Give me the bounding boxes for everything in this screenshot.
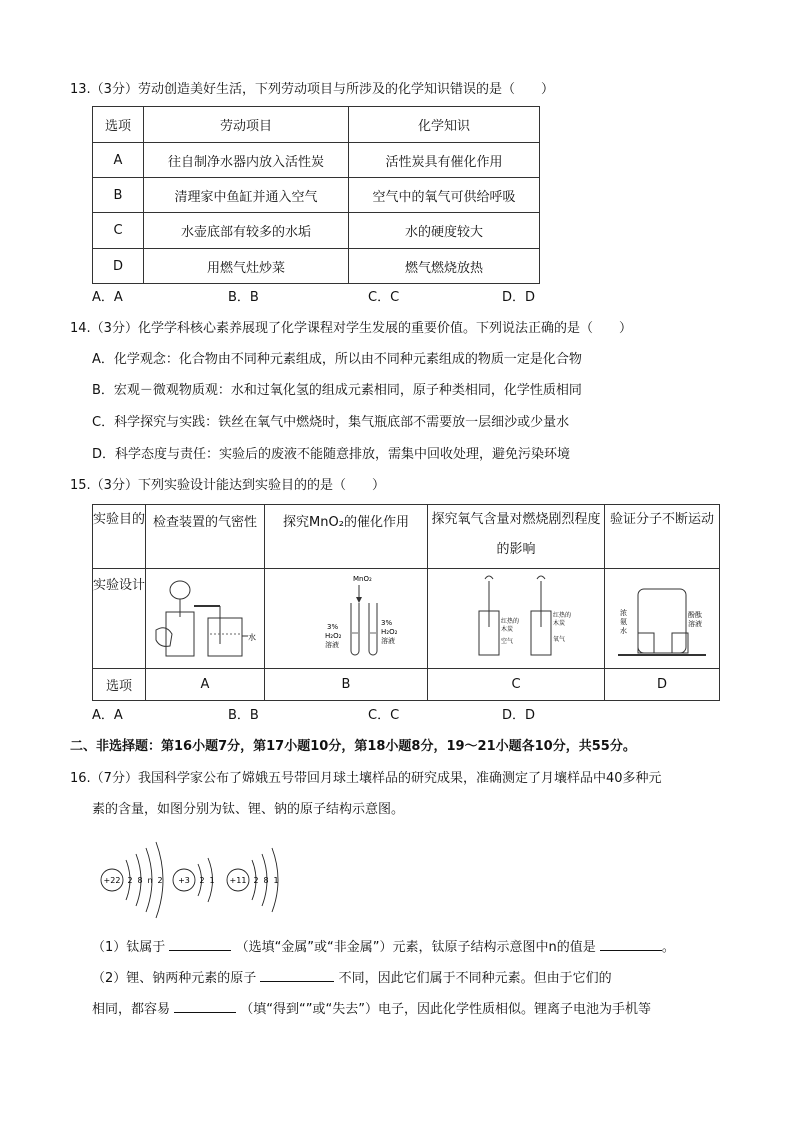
q15-option-b: B．B (228, 708, 259, 723)
table-row (93, 178, 540, 213)
atom-li-nucleus: +3 (178, 876, 190, 885)
q14-stem: 14.（3分）化学学科核心素养展现了化学课程对学生发展的重要价值。下列说法正确的是（ ） (70, 321, 632, 336)
q15-option-d: D．D (502, 708, 536, 723)
q16-part2-text: 不同，因此它们属于不同种元素。但由于它们的 (338, 971, 612, 986)
table-row (93, 669, 720, 701)
fig-label: 空气 (501, 637, 514, 645)
q15-table (92, 504, 720, 701)
answer-blank[interactable] (174, 998, 236, 1013)
fig-label: 浓 (620, 608, 627, 617)
table-cell: 验证分子不断运动 (605, 505, 720, 569)
atom-na-shell: 8 (263, 876, 269, 885)
table-cell: D (605, 669, 720, 701)
fig-label: 3% (327, 622, 339, 631)
atom-li-shell: 2 (199, 876, 205, 885)
answer-blank[interactable] (169, 936, 231, 951)
atom-ti-nucleus: +22 (103, 876, 121, 885)
fig-label: 酚酞 (688, 610, 702, 619)
fig-label: 溶液 (325, 640, 339, 649)
q16-stem-line1: 16.（7分）我国科学家公布了嫦娥五号带回月球土壤样品的研究成果，准确测定了月壤样品中40多种元 (70, 771, 662, 786)
table-row (93, 249, 540, 284)
table-cell: B (93, 178, 144, 213)
table-cell: 活性炭具有催化作用 (349, 143, 540, 178)
q16-part2 (92, 967, 612, 989)
table-row (93, 143, 540, 178)
fig-label: 氨 (620, 617, 627, 626)
table-cell: B (265, 669, 428, 701)
q13-option-d: D．D (502, 290, 536, 305)
table-cell: 清理家中鱼缸并通入空气 (144, 178, 349, 213)
fig-label: 红热的 (553, 611, 572, 619)
q16-stem-line2: 素的含量，如图分别为钛、锂、钠的原子结构示意图。 (92, 802, 405, 817)
fig-label: 水 (248, 632, 256, 642)
table-cell: C (428, 669, 605, 701)
q16-part3-text: 相同，都容易 (92, 1002, 171, 1017)
q13-option-a: A．A (92, 290, 123, 305)
answer-blank[interactable] (260, 967, 334, 982)
atom-li-shell: 1 (209, 876, 215, 885)
table-cell: 用燃气灶炒菜 (144, 249, 349, 284)
table-cell: D (93, 249, 144, 284)
table-cell: 燃气燃烧放热 (349, 249, 540, 284)
fig-label: H₂O₂ (325, 631, 342, 640)
fig-label: 红热的 (501, 617, 520, 625)
fig-label: H₂O₂ (381, 627, 398, 636)
fig-airtightness (146, 569, 265, 669)
atom-na-shell: 1 (273, 876, 279, 885)
section-heading: 二、非选择题：第16小题7分，第17小题10分，第18小题8分，19～21小题各10分，共55分。 (70, 739, 636, 754)
q14-option-a: A．化学观念：化合物由不同种元素组成，所以由不同种元素组成的物质一定是化合物 (92, 352, 582, 367)
table-cell: C (93, 213, 144, 249)
q16-part3 (92, 998, 651, 1020)
fig-label: 溶液 (688, 619, 702, 628)
fig-mno2 (265, 569, 428, 669)
atom-ti-shell: n (147, 876, 153, 885)
q15-option-a: A．A (92, 708, 123, 723)
q13-option-b: B．B (228, 290, 259, 305)
fig-molecule (605, 569, 720, 669)
q16-part1-text: （选填“金属”或“非金属”）元素，钛原子结构示意图中n的值是 (235, 940, 596, 955)
q16-part2-text: （2）锂、钠两种元素的原子 (92, 971, 257, 986)
q13-table (92, 106, 540, 284)
table-row (93, 213, 540, 249)
fig-label: 木炭 (501, 625, 514, 633)
q14-option-c: C．科学探究与实践：铁丝在氧气中燃烧时，集气瓶底部不需要放一层细沙或少量水 (92, 415, 570, 430)
table-cell: 探究氧气含量对燃烧剧烈程度的影响 (428, 505, 605, 569)
table-header: 劳动项目 (144, 107, 349, 143)
atom-na-shell: 2 (253, 876, 259, 885)
fig-label: 氧气 (553, 635, 566, 643)
table-cell: A (93, 143, 144, 178)
q14-option-b: B．宏观－微观物质观：水和过氧化氢的组成元素相同，原子种类相同，化学性质相同 (92, 383, 582, 398)
answer-blank[interactable] (600, 936, 662, 951)
table-cell: 实验设计 (93, 569, 146, 669)
q14-option-d: D．科学态度与责任：实验后的废液不能随意排放，需集中回收处理，避免污染环境 (92, 447, 571, 462)
atom-ti-shell: 8 (137, 876, 143, 885)
table-header: 选项 (93, 107, 144, 143)
fig-label: 溶液 (381, 636, 395, 645)
fig-oxygen (428, 569, 605, 669)
table-cell: 探究MnO₂的催化作用 (265, 505, 428, 569)
q15-stem: 15.（3分）下列实验设计能达到实验目的的是（ ） (70, 478, 385, 493)
atom-ti-shell: 2 (127, 876, 133, 885)
q16-part1-text: （1）钛属于 (92, 940, 166, 955)
table-cell: 水壶底部有较多的水垢 (144, 213, 349, 249)
table-row (93, 505, 720, 569)
fig-label: 3% (381, 618, 393, 627)
table-cell: 空气中的氧气可供给呼吸 (349, 178, 540, 213)
atom-na-nucleus: +11 (229, 876, 247, 885)
table-cell: 水的硬度较大 (349, 213, 540, 249)
table-cell: 选项 (93, 669, 146, 701)
q16-part3-text: （填“得到“”或“失去”）电子，因此化学性质相似。锂离子电池为手机等 (240, 1002, 651, 1017)
table-row (93, 569, 720, 669)
table-header: 化学知识 (349, 107, 540, 143)
table-cell: A (146, 669, 265, 701)
atom-ti-shell: 2 (157, 876, 163, 885)
table-cell: 检查装置的气密性 (146, 505, 265, 569)
q16-part1-text: 。 (661, 940, 675, 955)
table-cell: 实验目的 (93, 505, 146, 569)
fig-label: 木炭 (553, 619, 566, 627)
q16-part1 (92, 936, 675, 958)
q13-option-c: C．C (368, 290, 400, 305)
q13-stem: 13.（3分）劳动创造美好生活，下列劳动项目与所涉及的化学知识错误的是（ ） (70, 82, 554, 97)
fig-label: 水 (620, 626, 627, 635)
atom-structure-diagrams (92, 836, 292, 926)
fig-label: MnO₂ (353, 574, 372, 583)
q15-option-c: C．C (368, 708, 400, 723)
table-cell: 往自制净水器内放入活性炭 (144, 143, 349, 178)
